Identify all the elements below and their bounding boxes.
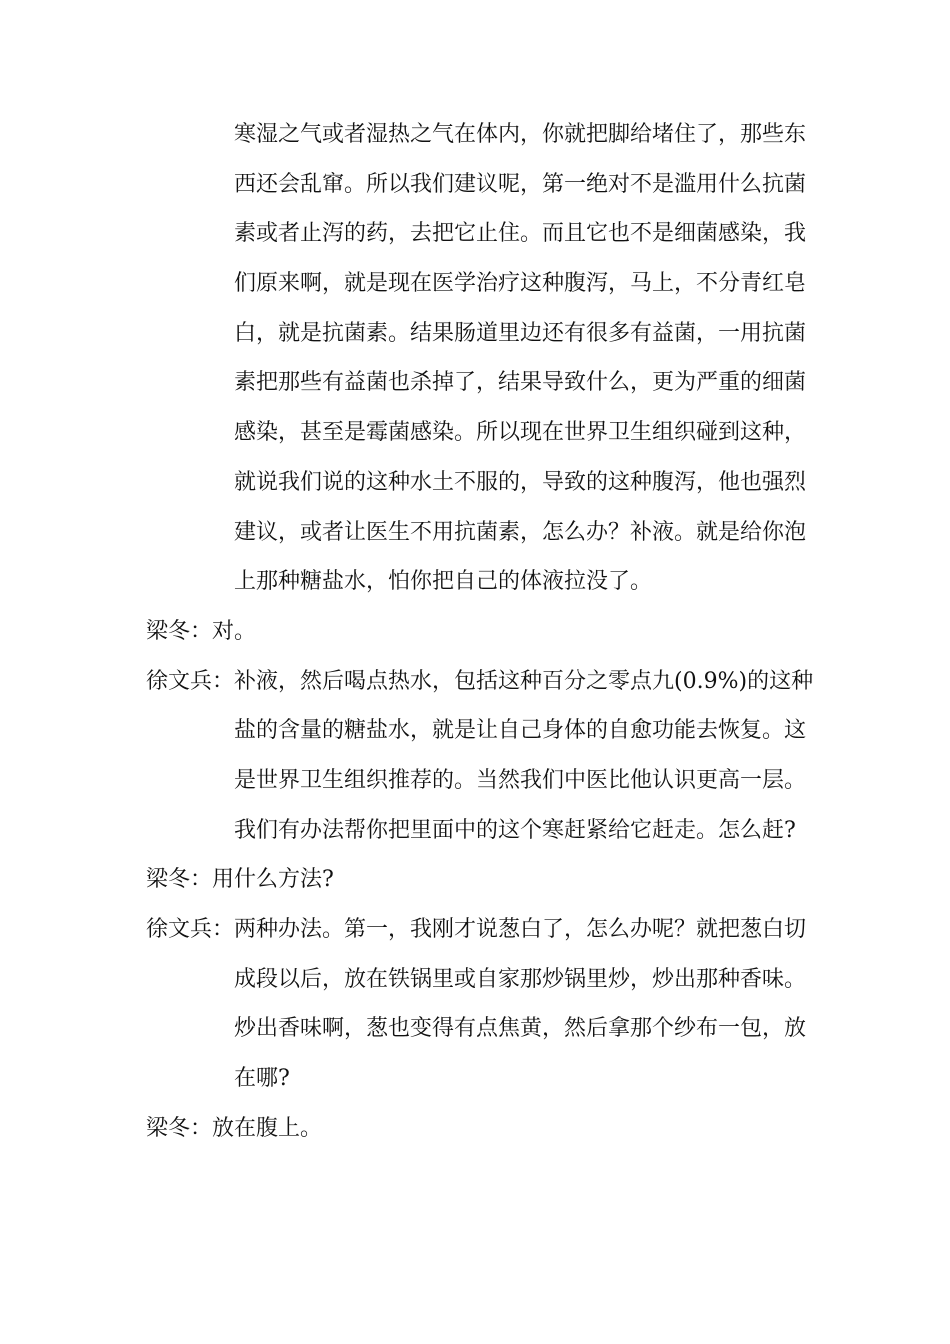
dialogue-turn <box>146 607 810 657</box>
dialogue-turn <box>146 110 810 607</box>
dialogue-turn <box>146 657 814 856</box>
speaker-label: 梁冬： <box>146 1115 213 1141</box>
text-line: 对。 <box>212 618 257 644</box>
speaker-label: 徐文兵： <box>146 917 235 942</box>
speaker-label: 徐文兵： <box>146 668 235 694</box>
text-line: 两种办法。第一，我刚才说葱白了，怎么办呢？就把葱白切 <box>234 917 807 942</box>
text-line: 是世界卫生组织推荐的。当然我们中医比他认识更高一层。 <box>234 767 807 793</box>
text-line: 就说我们说的这种水土不服的，导致的这种腹泻，他也强烈 <box>234 469 807 495</box>
text-line: 放在腹上。 <box>212 1115 323 1141</box>
dialogue-turn <box>146 855 810 905</box>
text-line: 我们有办法帮你把里面中的这个寒赶紧给它赶走。怎么赶? <box>234 817 796 843</box>
text-line: 素或者止泻的药，去把它止住。而且它也不是细菌感染，我 <box>234 221 807 247</box>
speech-text <box>234 905 810 1104</box>
text-line: 上那种糖盐水，怕你把自己的体液拉没了。 <box>234 569 653 595</box>
text-line: 炒出香味啊，葱也变得有点焦黄，然后拿那个纱布一包，放 <box>234 1016 807 1042</box>
text-line: 盐的含量的糖盐水，就是让自己身体的自愈功能去恢复。这 <box>234 718 807 744</box>
text-line: 建议，或者让医生不用抗菌素，怎么办？补液。就是给你泡 <box>234 519 807 545</box>
dialogue-turn <box>146 905 810 1104</box>
text-line: 素把那些有益菌也杀掉了，结果导致什么，更为严重的细菌 <box>234 370 807 396</box>
text-line: 成段以后，放在铁锅里或自家那炒锅里炒，炒出那种香味。 <box>234 966 807 992</box>
speaker-label: 梁冬： <box>146 618 213 644</box>
speech-text <box>234 657 814 856</box>
text-line: 感染，甚至是霉菌感染。所以现在世界卫生组织碰到这种， <box>234 420 807 446</box>
text-line: 西还会乱窜。所以我们建议呢，第一绝对不是滥用什么抗菌 <box>234 171 807 197</box>
text-line: 白，就是抗菌素。结果肠道里边还有很多有益菌，一用抗菌 <box>234 320 807 346</box>
text-line: 用什么方法? <box>212 867 334 893</box>
dialogue-body <box>146 110 814 1153</box>
speech-text <box>212 855 810 905</box>
text-line: 寒湿之气或者湿热之气在体内，你就把脚给堵住了，那些东 <box>234 122 807 147</box>
speaker-label: 梁冬： <box>146 867 213 893</box>
text-line: 们原来啊，就是现在医学治疗这种腹泻，马上，不分青红皂 <box>234 271 807 297</box>
text-line: 补液，然后喝点热水，包括这种百分之零点九(0.9%)的这种 <box>234 668 814 694</box>
speech-text <box>212 607 810 657</box>
dialogue-turn <box>146 1104 810 1154</box>
text-line: 在哪? <box>234 1066 290 1092</box>
speech-text <box>212 1104 810 1154</box>
